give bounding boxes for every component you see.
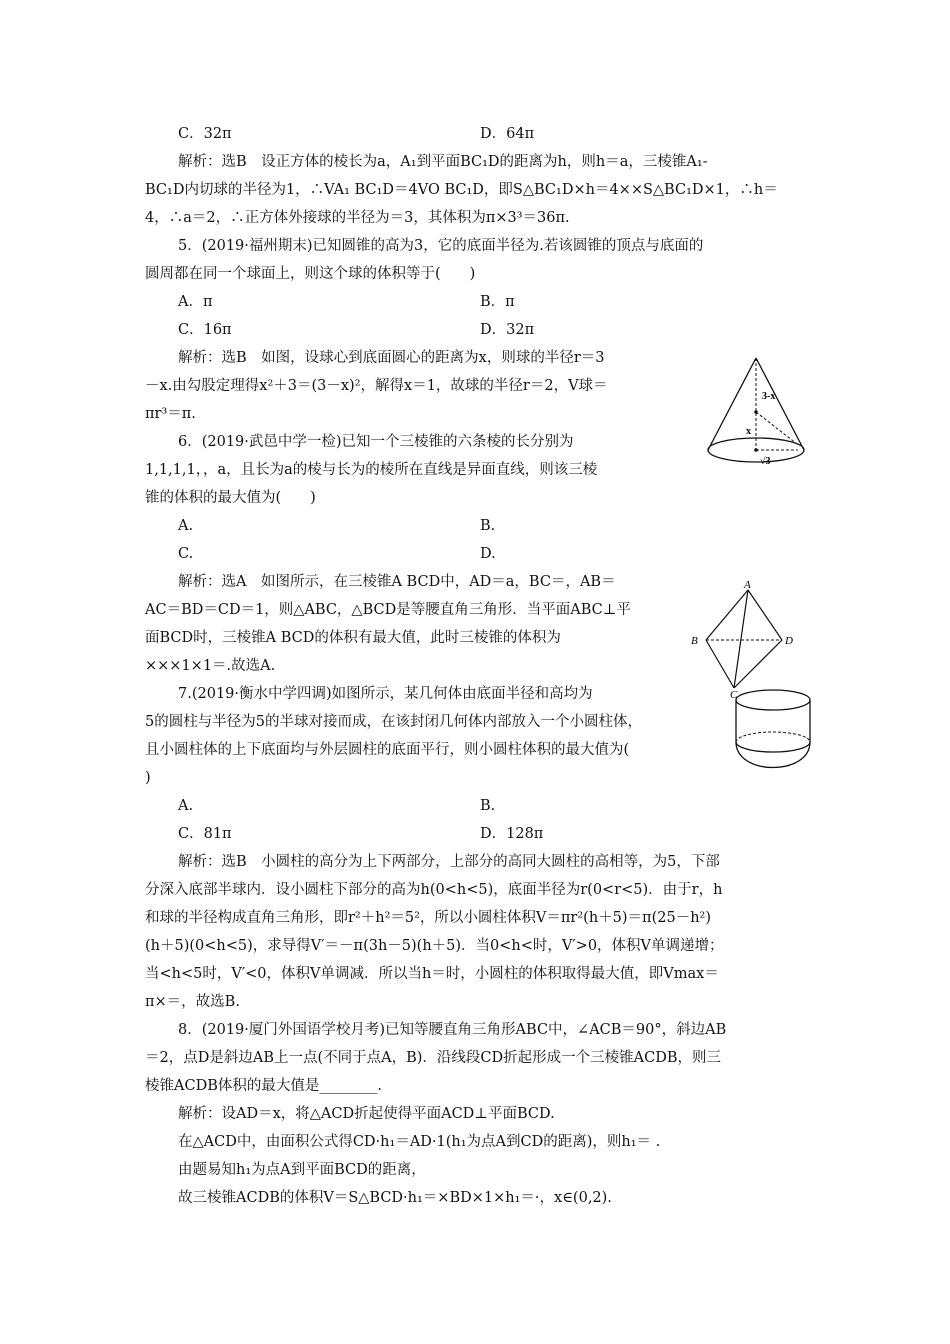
- text-line: A.: [178, 798, 194, 814]
- text-line: 解析：选A 如图所示，在三棱锥A BCD中，AD＝a，BC＝，AB＝: [178, 574, 616, 590]
- tetra-label-d: D: [785, 635, 793, 647]
- text-line: 1,1,1,1，，a，且长为a的棱与长为的棱所在直线是异面直线，则该三棱: [145, 462, 598, 478]
- text-line: πr³＝π.: [145, 406, 196, 422]
- text-line: B.: [480, 518, 496, 534]
- text-line: 分深入底部半球内．设小圆柱下部分的高为h(0<h<5)，底面半径为r(0<r<5)．由于r，h: [145, 882, 723, 898]
- text-line: D．32π: [480, 322, 535, 338]
- tetra-label-a: A: [744, 580, 751, 591]
- text-line: A．π: [178, 294, 213, 310]
- text-line: 当<h<5时，V′<0，体积V单调减．所以当h＝时，小圆柱的体积取得最大值，即Vmax＝: [145, 966, 719, 982]
- cone-label-x: x: [746, 426, 751, 437]
- text-line: B．π: [480, 294, 515, 310]
- text-line: 7.(2019·衡水中学四调)如图所示，某几何体由底面半径和高均为: [178, 686, 593, 702]
- text-line: 面BCD时，三棱锥A BCD的体积有最大值，此时三棱锥的体积为: [145, 630, 561, 646]
- tetra-label-b: B: [691, 635, 698, 647]
- text-line: 圆周都在同一个球面上，则这个球的体积等于( ): [145, 266, 476, 282]
- text-line: BC₁D内切球的半径为1，∴VA₁ BC₁D＝4VO BC₁D，即S△BC₁D×h＝4××S△BC₁D×1，∴h＝: [145, 182, 778, 198]
- text-line: C．16π: [178, 322, 232, 338]
- text-line: 锥的体积的最大值为( ): [145, 490, 316, 506]
- text-line: 解析：选B 小圆柱的高分为上下两部分，上部分的高同大圆柱的高相等，为5，下部: [178, 854, 720, 870]
- text-line: B.: [480, 798, 496, 814]
- text-line: 6．(2019·武邑中学一检)已知一个三棱锥的六条棱的长分别为: [178, 434, 574, 450]
- text-line: 和球的半径构成直角三角形，即r²＋h²＝5²，所以小圆柱体积V＝πr²(h＋5)＝π(25－h²): [145, 910, 712, 926]
- text-line: 解析：选B 如图，设球心到底面圆心的距离为x，则球的半径r＝3: [178, 350, 605, 366]
- text-line: 解析：选B 设正方体的棱长为a，A₁到平面BC₁D的距离为h，则h＝a，三棱锥A₁-: [178, 154, 708, 170]
- text-line: 由题易知h₁为点A到平面BCD的距离，: [178, 1162, 426, 1178]
- cone-label-3x: 3-x: [762, 391, 776, 402]
- text-line: 解析：设AD＝x，将△ACD折起使得平面ACD⊥平面BCD.: [178, 1106, 555, 1122]
- text-line: 5．(2019·福州期末)已知圆锥的高为3，它的底面半径为.若该圆锥的顶点与底面的: [178, 238, 704, 254]
- text-line: C.: [178, 546, 194, 562]
- text-line: 且小圆柱体的上下底面均与外层圆柱的底面平行，则小圆柱体积的最大值为(: [145, 742, 630, 758]
- text-line: π×＝，故选B.: [145, 994, 240, 1010]
- text-line: 棱锥ACDB体积的最大值是________.: [145, 1078, 382, 1094]
- text-line: ×××1×1＝.故选A.: [145, 658, 276, 674]
- text-line: 在△ACD中，由面积公式得CD·h₁＝AD·1(h₁为点A到CD的距离)，则h₁＝ .: [178, 1134, 661, 1150]
- text-line: D.: [480, 546, 496, 562]
- text-line: 故三棱锥ACDB的体积V＝S△BCD·h₁＝×BD×1×h₁＝·，x∈(0,2).: [178, 1190, 612, 1206]
- text-line: ＝2，点D是斜边AB上一点(不同于点A，B)．沿线段CD折起形成一个三棱锥ACDB，则三: [145, 1050, 721, 1066]
- cone-figure: [704, 354, 808, 470]
- text-line: C．32π: [178, 126, 232, 142]
- text-line: 8．(2019·厦门外国语学校月考)已知等腰直角三角形ABC中，∠ACB＝90°，斜边AB: [178, 1022, 727, 1038]
- text-line: A.: [178, 518, 194, 534]
- text-line: －x.由勾股定理得x²＋3＝(3－x)²，解得x＝1，故球的半径r＝2，V球＝: [145, 378, 608, 394]
- text-line: D．128π: [480, 826, 544, 842]
- tetra-label-c: C: [730, 689, 738, 698]
- text-line: (h＋5)(0<h<5)，求导得V′＝－π(3h－5)(h＋5)．当0<h<时，V′>0，体积V单调递增；: [145, 938, 724, 954]
- tetrahedron-figure: [688, 580, 798, 698]
- text-line: 4，∴a＝2，∴正方体外接球的半径为＝3，其体积为π×3³＝36π.: [145, 210, 570, 226]
- cylinder-hemisphere-figure: [732, 686, 814, 790]
- text-line: D．64π: [480, 126, 535, 142]
- cone-label-sqrt3: √3: [760, 456, 771, 467]
- text-line: C．81π: [178, 826, 232, 842]
- text-line: ): [145, 770, 151, 786]
- text-line: 5的圆柱与半径为5的半球对接而成，在该封闭几何体内部放入一个小圆柱体，: [145, 714, 642, 730]
- text-line: AC＝BD＝CD＝1，则△ABC，△BCD是等腰直角三角形．当平面ABC⊥平: [145, 602, 631, 618]
